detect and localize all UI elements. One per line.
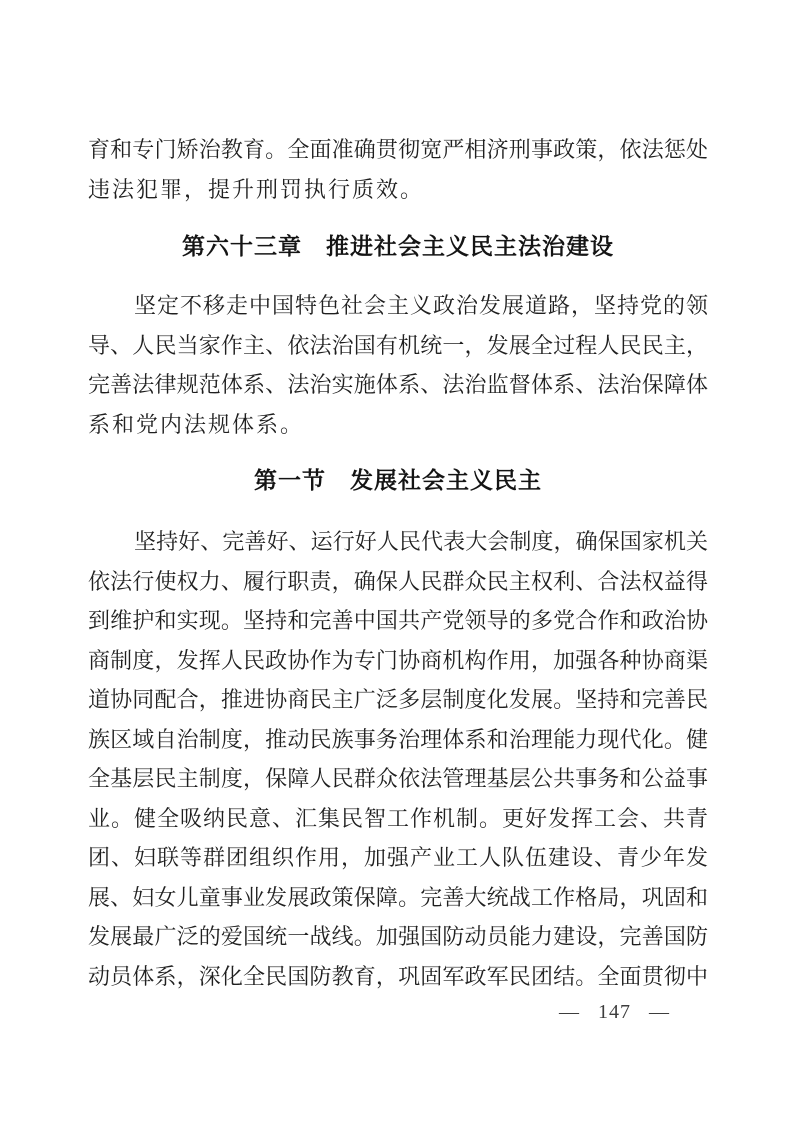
section-heading: 第一节 发展社会主义民主: [254, 467, 542, 493]
text-line: 发展最广泛的爱国统一战线。加强国防动员能力建设，完善国防: [88, 924, 708, 949]
paragraph-continuation: [88, 130, 708, 209]
text-line: 动员体系，深化全民国防教育，巩固军政军民团结。全面贯彻中: [88, 963, 708, 989]
text-line: 完善法律规范体系、法治实施体系、法治监督体系、法治保障体: [88, 372, 708, 397]
text-line: 展、妇女儿童事业发展政策保障。完善大统战工作格局，巩固和: [88, 884, 708, 910]
text-line: 导、人民当家作主、依法治国有机统一，发展全过程人民民主，: [88, 332, 708, 358]
text-line: 业。健全吸纳民意、汇集民智工作机制。更好发挥工会、共青: [88, 805, 708, 831]
text-line: 团、妇联等群团组织作用，加强产业工人队伍建设、青少年发: [88, 845, 708, 870]
text-line: 到维护和实现。坚持和完善中国共产党领导的多党合作和政治协: [88, 608, 708, 633]
chapter-heading: 第六十三章 推进社会主义民主法治建设: [182, 233, 614, 259]
paragraph-chapter-intro: [88, 286, 708, 444]
text-line: 坚定不移走中国特色社会主义政治发展道路，坚持党的领: [134, 293, 708, 318]
text-line: 族区域自治制度，推动民族事务治理体系和治理能力现代化。健: [88, 726, 708, 752]
text-line: 道协同配合，推进协商民主广泛多层制度化发展。坚持和完善民: [88, 687, 708, 712]
text-line: 全基层民主制度，保障人民群众依法管理基层公共事务和公益事: [88, 766, 708, 791]
text-line: 育和专门矫治教育。全面准确贯彻宽严相济刑事政策，依法惩处: [88, 137, 708, 162]
page-number: — 147 —: [559, 1001, 670, 1023]
text-line: 违法犯罪，提升刑罚执行质效。: [88, 176, 425, 202]
text-line: 依法行使权力、履行职责，确保人民群众民主权利、合法权益得: [88, 568, 708, 594]
page-content: [88, 130, 708, 996]
text-line: 商制度，发挥人民政协作为专门协商机构作用，加强各种协商渠: [88, 647, 708, 673]
paragraph-section-body: [88, 522, 708, 996]
text-line: 坚持好、完善好、运行好人民代表大会制度，确保国家机关: [134, 529, 708, 554]
text-line: 系和党内法规体系。: [88, 411, 305, 437]
